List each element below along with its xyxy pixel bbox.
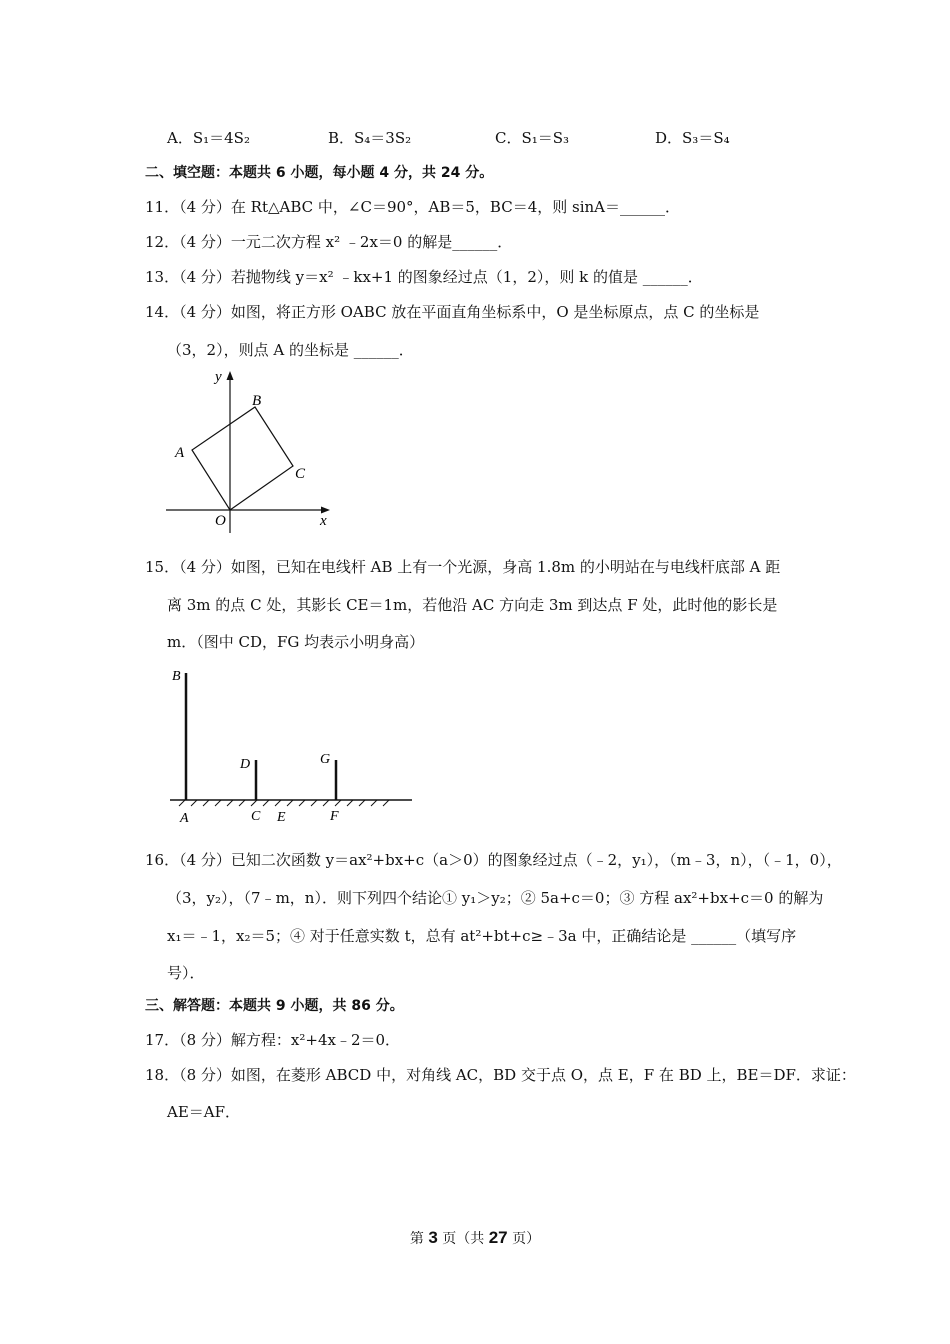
x-axis-label: x bbox=[320, 513, 327, 529]
question-16-line-1: 16．（4 分）已知二次函数 y＝ax²+bx+c（a＞0）的图象经过点（﹣2，y₁），（m﹣3，n），（﹣1，0）， bbox=[145, 851, 842, 869]
question-15-line-3: m．（图中 CD，FG 均表示小明身高） bbox=[167, 633, 425, 651]
label-a: A bbox=[180, 811, 189, 826]
label-d: D bbox=[240, 757, 251, 772]
footer-middle: 页（共 bbox=[442, 1231, 485, 1247]
question-13: 13．（4 分）若抛物线 y＝x² ﹣kx+1 的图象经过点（1，2），则 k 的值是 ______． bbox=[145, 268, 703, 286]
question-16-line-2: （3，y₂），（7﹣m，n）．则下列四个结论① y₁＞y₂；② 5a+c＝0；③ 方程 ax²+bx+c＝0 的解为 bbox=[167, 889, 824, 907]
page-footer bbox=[0, 1228, 950, 1249]
footer-total-pages: 27 bbox=[488, 1228, 508, 1247]
y-axis-arrow bbox=[227, 371, 234, 380]
footer-page-number: 3 bbox=[428, 1228, 438, 1247]
question-14-line-2: （3，2），则点 A 的坐标是 ______． bbox=[167, 341, 414, 359]
question-11: 11．（4 分）在 Rt△ABC 中，∠C＝90°，AB＝5，BC＝4，则 sinA＝______． bbox=[145, 198, 681, 216]
figure-square-coordinate-plane bbox=[160, 365, 350, 535]
point-a-label: A bbox=[175, 445, 185, 461]
question-12: 12．（4 分）一元二次方程 x² ﹣2x＝0 的解是______． bbox=[145, 233, 513, 251]
footer-prefix: 第 bbox=[409, 1231, 424, 1247]
option-a: A．S₁＝4S₂ bbox=[167, 129, 250, 147]
question-15-line-1: 15．（4 分）如图，已知在电线杆 AB 上有一个光源，身高 1.8m 的小明站在与电线杆底部 A 距 bbox=[145, 558, 781, 576]
section-heading-fill-in: 二、填空题：本题共 6 小题，每小题 4 分，共 24 分。 bbox=[145, 165, 494, 181]
question-18-line-1: 18．（8 分）如图，在菱形 ABCD 中，对角线 AC，BD 交于点 O，点 E，F 在 BD 上，BE＝DF．求证： bbox=[145, 1066, 856, 1084]
question-18-line-2: AE＝AF． bbox=[167, 1103, 241, 1121]
ground-hatching bbox=[179, 800, 389, 806]
figure-pole-shadow bbox=[165, 660, 420, 830]
question-17: 17．（8 分）解方程：x²+4x﹣2＝0． bbox=[145, 1031, 401, 1049]
label-b: B bbox=[172, 669, 181, 684]
question-16-line-4: 号）． bbox=[167, 964, 205, 982]
question-14-line-1: 14．（4 分）如图，将正方形 OABC 放在平面直角坐标系中，O 是坐标原点，点 C 的坐标是 bbox=[145, 303, 760, 321]
question-15-line-2: 离 3m 的点 C 处，其影长 CE＝1m，若他沿 AC 方向走 3m 到达点 F 处，此时他的影长是 bbox=[167, 596, 778, 614]
point-o-label: O bbox=[215, 513, 226, 529]
option-c: C．S₁＝S₃ bbox=[495, 129, 570, 147]
option-d: D．S₃＝S₄ bbox=[655, 129, 730, 147]
point-c-label: C bbox=[295, 466, 306, 482]
y-axis-label: y bbox=[215, 369, 222, 385]
question-16-line-3: x₁＝﹣1，x₂＝5；④ 对于任意实数 t，总有 at²+bt+c≥﹣3a 中，正确结论是 ______（填写序 bbox=[167, 927, 797, 945]
option-b: B．S₄＝3S₂ bbox=[328, 129, 412, 147]
label-f: F bbox=[330, 809, 339, 824]
label-g: G bbox=[320, 752, 331, 767]
label-e: E bbox=[277, 810, 286, 825]
label-c: C bbox=[251, 809, 261, 824]
square-oabc bbox=[192, 407, 293, 510]
section-heading-solutions: 三、解答题：本题共 9 小题，共 86 分。 bbox=[145, 998, 404, 1014]
footer-suffix: 页） bbox=[512, 1231, 541, 1247]
point-b-label: B bbox=[252, 393, 262, 409]
